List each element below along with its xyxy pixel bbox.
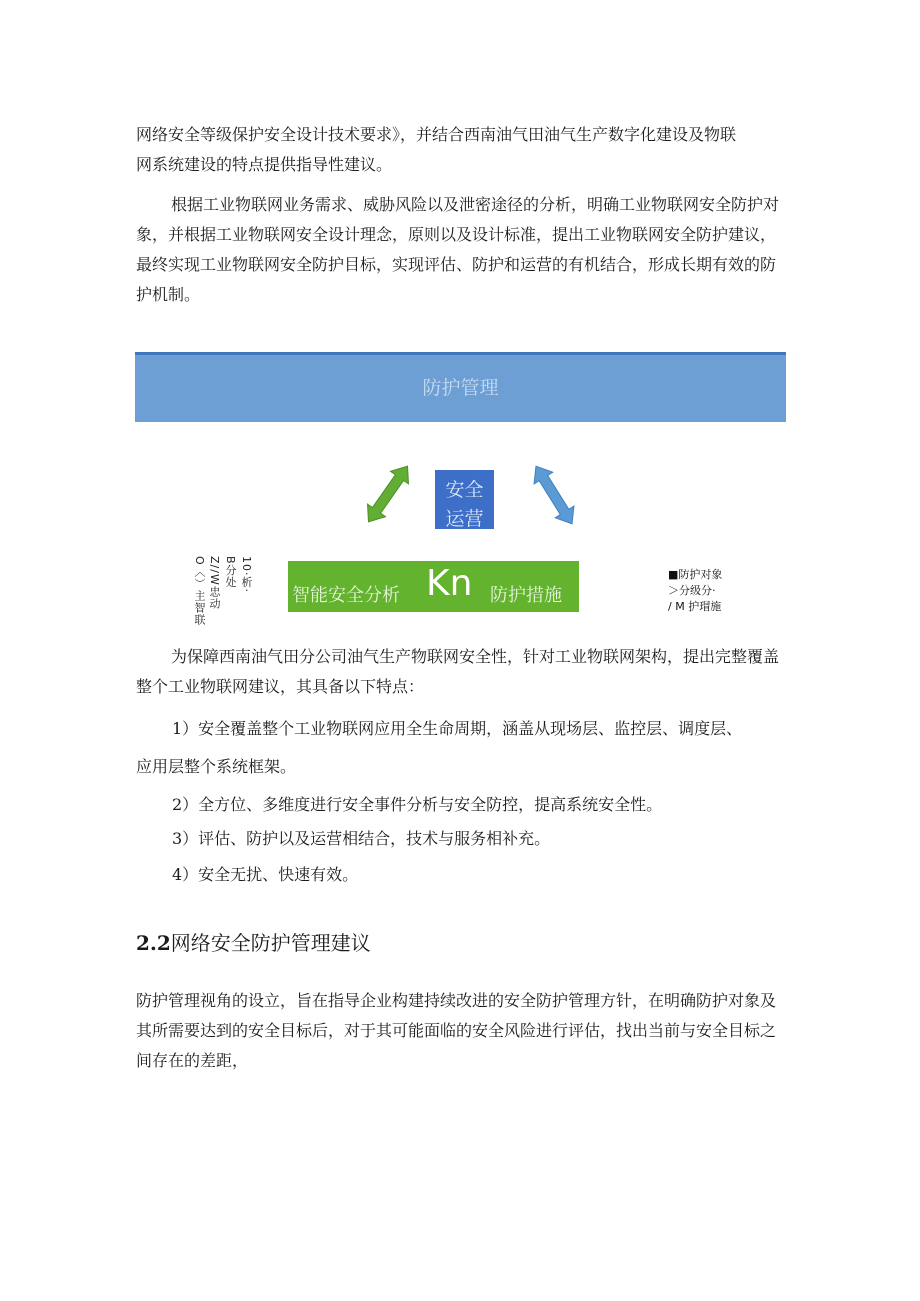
double-arrow-blue-icon: [528, 462, 580, 528]
paragraph-protection-goals: 根据工业物联网业务需求、威胁风险以及泄密途径的分析，明确工业物联网安全防护对象，并根据工业物联网安全设计理念，原则以及设计标准，提出工业物联网安全防护建议，最终实现工业物联网安全防护目标，实现评估、防护和运营的有机结合，形成长期有效的防护机制。: [136, 195, 780, 304]
feature-1-line-2: 应用层整个系统框架。: [136, 757, 297, 776]
feature-2: 2）全方位、多维度进行安全事件分析与安全防控，提高系统安全性。: [172, 795, 663, 814]
paragraph-management-perspective: 防护管理视角的设立，旨在指导企业构建持续改进的安全防护管理方针，在明确防护对象及其所需要达到的安全目标后，对于其可能面临的安全风险进行评估，找出当前与安全目标之间存在的差距，: [136, 991, 777, 1070]
intelligent-analysis-bar: [288, 561, 579, 612]
feature-3: 3）评估、防护以及运营相结合，技术与服务相补充。: [172, 829, 551, 848]
green-right-label: 防护措施: [490, 585, 562, 606]
feature-4: 4）安全无扰、快速有效。: [172, 865, 359, 884]
band-label: 防护管理: [422, 377, 499, 399]
green-left-label: 智能安全分析: [292, 585, 400, 606]
ops-line-2: 运营: [445, 508, 484, 530]
paragraph-features-intro: 为保障西南油气田分公司油气生产物联网安全性，针对工业物联网架构，提出完整覆盖整个工业物联网建议，其具备以下特点：: [136, 647, 780, 696]
vertical-text-col-1: O〈）主智联: [193, 556, 206, 626]
ops-line-1: 安全: [445, 479, 484, 501]
intro-line-2: 网系统建设的特点提供指导性建议。: [136, 155, 393, 174]
legend-line-1: ■防护对象: [668, 568, 723, 581]
section-number: 2.2: [136, 931, 171, 955]
green-center-label: Kn: [426, 563, 473, 604]
feature-1-line-1: 1）安全覆盖整个工业物联网应用全生命周期，涵盖从现场层、监控层、调度层、: [172, 719, 743, 738]
intro-line-1: 网络安全等级保护安全设计技术要求》，并结合西南油气田油气生产数字化建设及物联: [136, 125, 737, 144]
vertical-text-col-2: Z∕/W忠动: [208, 556, 221, 610]
vertical-text-col-3: B分处: [224, 556, 237, 589]
section-heading: [136, 928, 371, 958]
legend-line-3: / M 护瑁施: [668, 600, 722, 613]
security-operations-box: [435, 470, 494, 529]
protection-management-band: [135, 352, 786, 422]
section-title: 网络安全防护管理建议: [170, 931, 371, 955]
vertical-text-col-4: 10·析·: [240, 556, 253, 593]
legend-line-2: ＞分级分·: [668, 584, 716, 597]
double-arrow-green-icon: [360, 462, 416, 526]
